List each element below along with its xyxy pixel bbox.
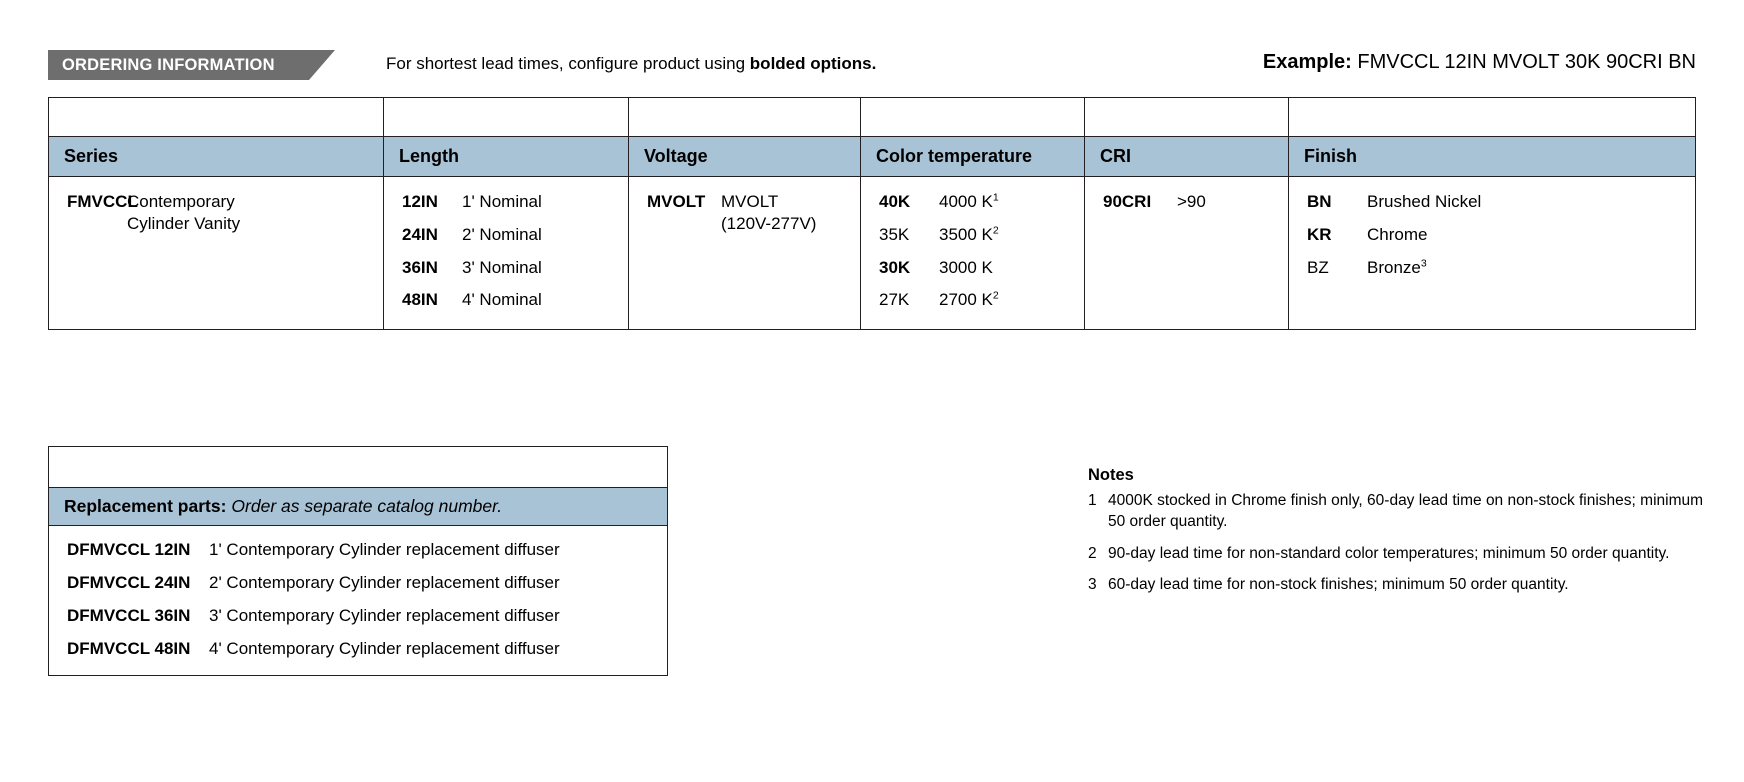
order-option-row[interactable] bbox=[49, 191, 383, 235]
example-value: FMVCCL 12IN MVOLT 30K 90CRI BN bbox=[1357, 51, 1696, 73]
order-option-code: 27K bbox=[879, 290, 910, 310]
order-column-options bbox=[1085, 177, 1288, 305]
order-option-description bbox=[462, 289, 628, 311]
footnote-marker: 2 bbox=[992, 224, 999, 237]
order-option-row[interactable] bbox=[861, 224, 1084, 257]
order-column-voltage bbox=[629, 98, 861, 329]
order-option-row[interactable] bbox=[861, 257, 1084, 290]
replacement-parts-table-top-spacer bbox=[49, 447, 667, 488]
order-option-row[interactable] bbox=[1289, 191, 1695, 224]
order-option-code: 36IN bbox=[402, 257, 438, 277]
order-option-description-text: 1' Nominal bbox=[462, 192, 542, 211]
replacement-part-row[interactable] bbox=[49, 573, 667, 606]
note-text: 4000K stocked in Chrome finish only, 60-day lead time on non-stock finishes; minimum 50 order quantity. bbox=[1108, 492, 1704, 530]
example-label: Example: bbox=[1262, 51, 1352, 73]
order-option-description: Contemporary Cylinder Vanity bbox=[127, 192, 241, 233]
lead-time-note-prefix: For shortest lead times, configure product using bbox=[386, 54, 750, 73]
order-column-header: Series bbox=[49, 137, 383, 177]
order-column-options bbox=[861, 177, 1084, 329]
order-column-options bbox=[49, 177, 383, 305]
replacement-part-description: 3' Contemporary Cylinder replacement diffuser bbox=[209, 606, 560, 625]
order-option-description bbox=[1367, 224, 1695, 246]
order-option-description bbox=[1367, 191, 1695, 213]
lead-time-note bbox=[386, 54, 876, 74]
order-option-row[interactable] bbox=[384, 224, 628, 257]
order-column-top-spacer bbox=[1085, 98, 1288, 137]
footnote-marker: 2 bbox=[992, 289, 999, 302]
note-item bbox=[1088, 544, 1708, 576]
order-option-row[interactable] bbox=[629, 191, 860, 235]
order-column-options bbox=[1289, 177, 1695, 305]
note-number: 3 bbox=[1088, 576, 1097, 594]
replacement-parts-header bbox=[49, 488, 667, 526]
order-option-description bbox=[1177, 191, 1288, 213]
order-option-description-text: 2' Nominal bbox=[462, 224, 542, 244]
order-column-series bbox=[49, 98, 384, 329]
replacement-part-description: 2' Contemporary Cylinder replacement diffuser bbox=[209, 573, 560, 592]
order-column-header: Finish bbox=[1289, 137, 1695, 177]
order-option-description bbox=[1367, 257, 1695, 279]
order-column-top-spacer bbox=[861, 98, 1084, 137]
order-option-description bbox=[939, 191, 1084, 213]
order-option-description-text: 3000 K bbox=[939, 257, 993, 277]
replacement-part-code: DFMVCCL 48IN bbox=[67, 639, 191, 658]
footnote-marker: 1 bbox=[992, 191, 999, 204]
replacement-part-description: 4' Contemporary Cylinder replacement diffuser bbox=[209, 639, 560, 658]
replacement-part-row[interactable] bbox=[49, 540, 667, 573]
order-option-row[interactable] bbox=[861, 289, 1084, 311]
order-option-row[interactable] bbox=[384, 257, 628, 290]
order-option-row[interactable] bbox=[384, 289, 628, 311]
replacement-parts-header-label: Replacement parts: bbox=[64, 496, 227, 516]
order-column-header: CRI bbox=[1085, 137, 1288, 177]
order-option-code: 48IN bbox=[402, 290, 438, 310]
order-option-description-text: Brushed Nickel bbox=[1367, 192, 1482, 211]
order-option-code: BZ bbox=[1307, 257, 1329, 277]
order-option-description: MVOLT (120V-277V) bbox=[721, 192, 817, 233]
order-option-description-text: 2700 K bbox=[939, 290, 993, 310]
order-option-code: KR bbox=[1307, 224, 1332, 244]
replacement-part-row[interactable] bbox=[49, 606, 667, 639]
order-column-options bbox=[384, 177, 628, 329]
order-column-options bbox=[629, 177, 860, 305]
order-option-description bbox=[939, 224, 1084, 246]
order-option-description bbox=[939, 257, 1084, 279]
note-text: 90-day lead time for non-standard color temperatures; minimum 50 order quantity. bbox=[1108, 544, 1670, 562]
footnote-marker: 3 bbox=[1420, 256, 1427, 269]
note-number: 1 bbox=[1088, 492, 1097, 509]
order-option-code: 24IN bbox=[402, 224, 438, 244]
order-option-code: MVOLT bbox=[647, 192, 706, 211]
replacement-part-description: 1' Contemporary Cylinder replacement diffuser bbox=[209, 540, 560, 559]
order-column-header: Voltage bbox=[629, 137, 860, 177]
ordering-information-table bbox=[48, 97, 1696, 330]
notes-list bbox=[1088, 491, 1708, 607]
order-column-top-spacer bbox=[629, 98, 860, 137]
note-number: 2 bbox=[1088, 544, 1097, 562]
example-catalog-number bbox=[1263, 51, 1696, 74]
order-option-description bbox=[462, 224, 628, 246]
note-item bbox=[1088, 491, 1708, 544]
replacement-part-code: DFMVCCL 12IN bbox=[67, 540, 191, 559]
ordering-information-header bbox=[48, 50, 1696, 82]
replacement-parts-header-note: Order as separate catalog number. bbox=[231, 496, 503, 516]
order-column-top-spacer bbox=[384, 98, 628, 137]
order-option-description-text: 3' Nominal bbox=[462, 257, 542, 277]
order-option-row[interactable] bbox=[861, 191, 1084, 224]
tag-notch-shape bbox=[309, 50, 335, 80]
order-option-description bbox=[462, 257, 628, 279]
replacement-parts-table bbox=[48, 446, 668, 676]
order-option-description bbox=[462, 191, 628, 213]
order-option-row[interactable] bbox=[1289, 257, 1695, 279]
order-column-header: Color temperature bbox=[861, 137, 1084, 177]
order-option-description-text: Bronze bbox=[1367, 257, 1421, 277]
order-option-row[interactable] bbox=[1289, 224, 1695, 257]
order-column-length bbox=[384, 98, 629, 329]
order-option-code: FMVCCL bbox=[67, 192, 138, 211]
order-column-cri bbox=[1085, 98, 1289, 329]
order-column-top-spacer bbox=[49, 98, 383, 137]
notes-title: Notes bbox=[1088, 466, 1134, 484]
replacement-parts-body bbox=[49, 526, 667, 675]
order-option-code: 12IN bbox=[402, 192, 438, 211]
order-option-description-text: 3500 K bbox=[939, 224, 993, 244]
note-text: 60-day lead time for non-stock finishes; minimum 50 order quantity. bbox=[1108, 576, 1569, 594]
order-option-description bbox=[939, 289, 1084, 311]
notes-section bbox=[1088, 466, 1708, 607]
note-item bbox=[1088, 575, 1708, 607]
order-option-row[interactable] bbox=[1085, 191, 1288, 213]
lead-time-note-bold: bolded options. bbox=[749, 54, 877, 73]
order-column-finish bbox=[1289, 98, 1695, 329]
order-option-description-text: 4' Nominal bbox=[462, 290, 542, 310]
order-column-color-temperature bbox=[861, 98, 1085, 329]
order-option-description-text: 4000 K bbox=[939, 192, 993, 211]
order-option-code: 35K bbox=[879, 224, 910, 244]
order-option-row[interactable] bbox=[384, 191, 628, 224]
order-column-top-spacer bbox=[1289, 98, 1695, 137]
order-option-code: 30K bbox=[879, 257, 911, 277]
order-option-code: BN bbox=[1307, 192, 1332, 211]
ordering-information-tag: ORDERING INFORMATION bbox=[48, 50, 309, 80]
order-column-header: Length bbox=[384, 137, 628, 177]
order-option-code: 40K bbox=[879, 192, 911, 211]
replacement-part-code: DFMVCCL 24IN bbox=[67, 573, 191, 592]
order-option-code: 90CRI bbox=[1103, 192, 1152, 211]
order-option-description-text: Chrome bbox=[1367, 224, 1428, 244]
replacement-part-code: DFMVCCL 36IN bbox=[67, 606, 191, 625]
order-option-description-text: >90 bbox=[1177, 192, 1206, 211]
replacement-part-row[interactable] bbox=[49, 639, 667, 659]
